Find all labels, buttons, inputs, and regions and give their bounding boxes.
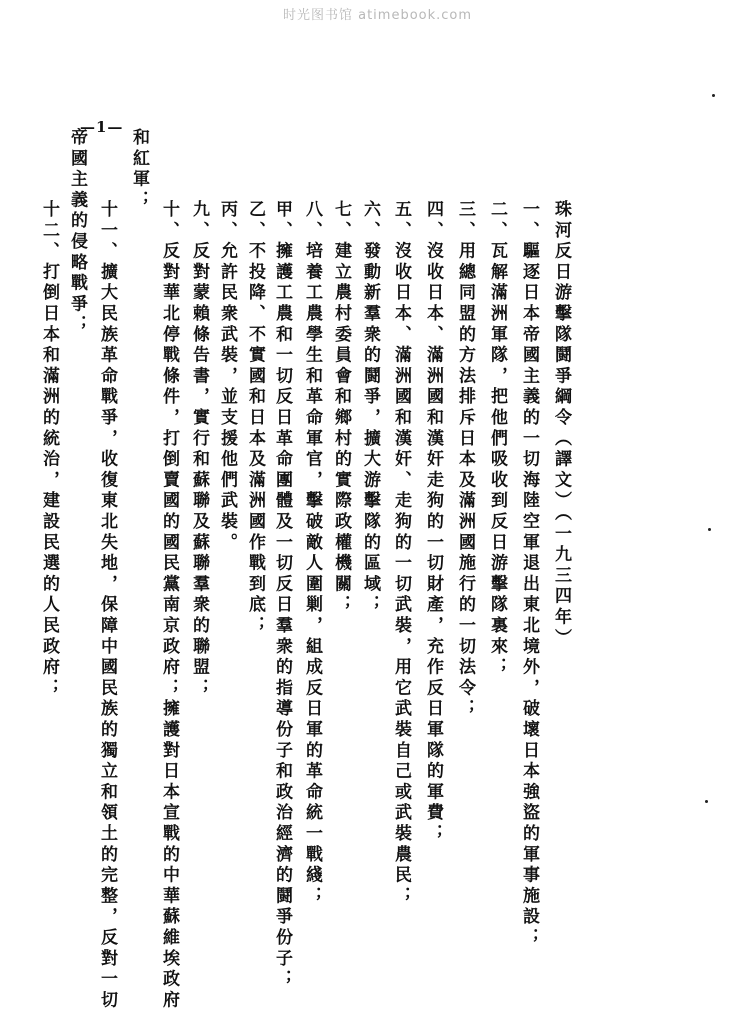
clause-11: 十一、擴大民族革命戰爭，收復東北失地，保障中國民族的獨立和領土的完整，反對一切 — [97, 200, 117, 1012]
watermark: 时光图书馆 atimebook.com — [282, 8, 473, 23]
scan-speck — [708, 528, 711, 531]
scan-speck — [705, 800, 708, 803]
document-title: 珠河反日游擊隊鬪爭綱令（譯文）（一九三四年） — [551, 200, 571, 650]
page-number: —1— — [80, 118, 124, 136]
clause-2: 二、瓦解滿洲軍隊，把他們吸收到反日游擊隊裏來； — [487, 200, 507, 679]
clause-8-a: 甲、擁護工農和一切反日革命團體及一切反日羣衆的指導份子和政治經濟的鬪爭份子； — [272, 200, 292, 991]
clause-8-c: 丙、允許民衆武裝，並支援他們武裝。 — [217, 200, 237, 554]
clause-1: 一、驅逐日本帝國主義的一切海陸空軍退出東北境外，破壞日本強盜的軍事施設； — [519, 200, 539, 949]
clause-4: 四、沒收日本、滿洲國和漢奸走狗的一切財產，充作反日軍隊的軍費； — [423, 200, 443, 845]
clause-8-b: 乙、不投降、不實國和日本及滿洲國作戰到底； — [245, 200, 265, 637]
clause-8: 八、培養工農學生和革命軍官，擊破敵人圍剿，組成反日軍的革命統一戰綫； — [302, 200, 322, 908]
clause-11-continued: 帝國主義的侵略戰爭； — [67, 128, 87, 336]
clause-10: 十、反對華北停戰條件，打倒賣國的國民黨南京政府；擁護對日本宣戰的中華蘇維埃政府 — [159, 200, 179, 1012]
scan-speck — [712, 94, 715, 97]
clause-10-continued: 和紅軍； — [129, 128, 149, 212]
clause-12: 十二、打倒日本和滿洲的統治，建設民選的人民政府； — [39, 200, 59, 700]
clause-6: 六、發動新羣衆的鬪爭，擴大游擊隊的區域； — [360, 200, 380, 616]
clause-5: 五、沒收日本、滿洲國和漢奸、走狗的一切武裝，用它武裝自己或武裝農民； — [391, 200, 411, 908]
clause-9: 九、反對蒙賴條告書，實行和蘇聯及蘇聯羣衆的聯盟； — [189, 200, 209, 700]
clause-7: 七、建立農村委員會和鄉村的實際政權機關； — [331, 200, 351, 616]
clause-3: 三、用總同盟的方法排斥日本及滿洲國施行的一切法令； — [455, 200, 475, 720]
